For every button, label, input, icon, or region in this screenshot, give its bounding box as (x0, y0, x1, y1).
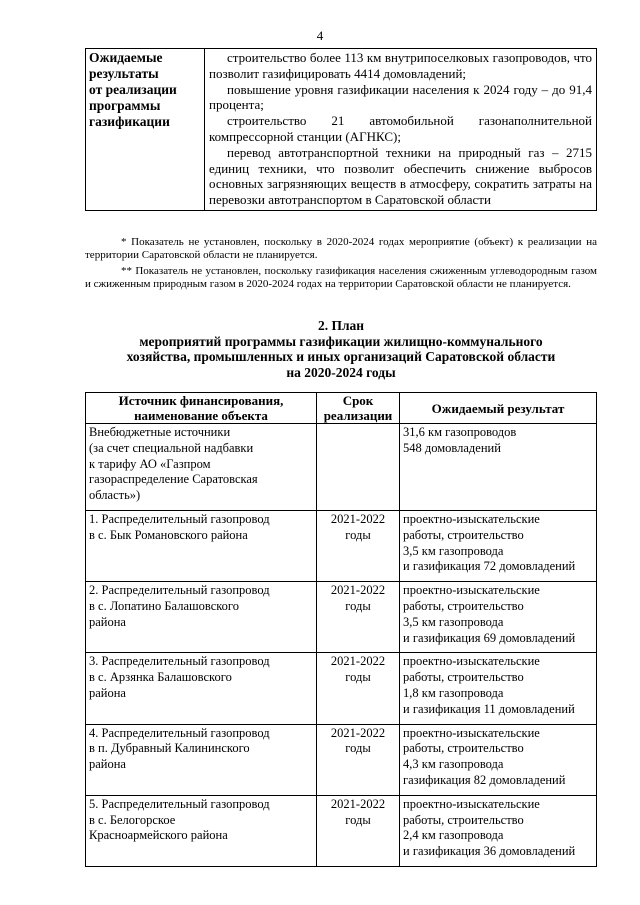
cell-line: работы, строительство (403, 741, 524, 756)
table-row (86, 653, 597, 724)
heading-line: мероприятий программы газификации жилищно-коммунального (139, 333, 543, 349)
cell-line: 4. Распределительный газопровод (89, 725, 270, 740)
cell-line: работы, строительство (403, 670, 524, 685)
plan-table (85, 392, 597, 867)
result-cell (400, 653, 597, 724)
table-row (86, 424, 597, 511)
cell-line: годы (345, 527, 371, 542)
cell-line: 1,8 км газопровода (403, 685, 504, 700)
table-row (86, 724, 597, 795)
cell-line: к тарифу АО «Газпром (89, 456, 211, 471)
cell-line: и газификация 69 домовладений (403, 630, 576, 645)
cell-line: и газификация 11 домовладений (403, 701, 575, 716)
cell-line: в с. Бык Романовского района (89, 527, 248, 542)
result-cell (400, 582, 597, 653)
cell-line: 4,3 км газопровода (403, 757, 504, 772)
cell-line: проектно-изыскательские (403, 654, 540, 669)
table-row (86, 582, 597, 653)
result-paragraph: строительство более 113 км внутрипоселковых газопроводов, что позволит газифицировать 4414 домовладений; (209, 50, 592, 81)
cell-line: проектно-изыскательские (403, 511, 540, 526)
header-text: Ожидаемый результат (431, 400, 565, 416)
cell-line: 2021-2022 (330, 511, 386, 526)
expected-results-table (85, 48, 597, 211)
cell-line: и газификация 36 домовладений (403, 844, 576, 859)
results-label-cell (86, 49, 205, 211)
cell-line: в п. Дубравный Калининского (89, 741, 250, 756)
source-cell (86, 653, 317, 724)
source-cell (86, 424, 317, 511)
cell-line: 2021-2022 (330, 796, 386, 811)
header-text: Срок (342, 393, 374, 408)
cell-line: Красноармейского района (89, 828, 228, 843)
term-cell (317, 510, 400, 581)
cell-line: 3. Распределительный газопровод (89, 654, 270, 669)
source-cell (86, 510, 317, 581)
header-term (317, 393, 400, 424)
cell-line: 2021-2022 (330, 725, 386, 740)
term-cell (317, 724, 400, 795)
result-paragraph: повышение уровня газификации населения к 2024 году – до 91,4 процента; (209, 81, 592, 113)
header-text: Источник финансирования, (118, 393, 284, 408)
cell-line: работы, строительство (403, 598, 524, 613)
table-row (86, 49, 597, 211)
label-line: от реализации (89, 82, 177, 97)
result-cell (400, 510, 597, 581)
cell-line: годы (345, 670, 371, 685)
cell-line: проектно-изыскательские (403, 725, 540, 740)
plan-table-body (86, 424, 597, 867)
cell-line: района (89, 685, 126, 700)
header-result (400, 393, 597, 424)
label-line: программы (89, 98, 161, 113)
result-cell (400, 795, 597, 866)
heading-line: хозяйства, промышленных и иных организаций Саратовской области (126, 349, 556, 365)
cell-line: 2. Распределительный газопровод (89, 583, 270, 598)
cell-line: проектно-изыскательские (403, 583, 540, 598)
cell-line: 2021-2022 (330, 583, 386, 598)
cell-line: и газификация 72 домовладений (403, 559, 576, 574)
cell-line: в с. Арзянка Балашовского (89, 670, 232, 685)
header-source (86, 393, 317, 424)
cell-line: района (89, 614, 126, 629)
cell-line: 548 домовладений (403, 440, 501, 455)
term-cell (317, 795, 400, 866)
source-cell (86, 795, 317, 866)
cell-line: работы, строительство (403, 812, 524, 827)
term-cell (317, 582, 400, 653)
footnote: * Показатель не установлен, поскольку в 2020-2024 годах мероприятие (объект) к реализации на территории Саратовской области не планируется. (85, 236, 597, 262)
result-paragraph: перевод автотранспортной техники на природный газ – 2715 единиц техники, что позволит обеспечить снижение выбросов основных загрязняющих веществ в атмосферу, сократить затраты на перевозки автотранспортом в Саратовской области (209, 144, 592, 208)
result-cell (400, 724, 597, 795)
cell-line: газораспределение Саратовская (89, 472, 258, 487)
cell-line: 5. Распределительный газопровод (89, 796, 270, 811)
cell-line: газификация 82 домовладений (403, 772, 566, 787)
cell-line: проектно-изыскательские (403, 796, 540, 811)
results-text-cell (205, 49, 597, 211)
cell-line: (за счет специальной надбавки (89, 440, 254, 455)
term-cell (317, 424, 400, 511)
cell-line: района (89, 757, 126, 772)
header-text: реализации (323, 408, 393, 423)
label-line: результаты (89, 66, 159, 81)
page-number: 4 (316, 28, 324, 43)
cell-line: область») (89, 488, 141, 503)
cell-line: 2021-2022 (330, 654, 386, 669)
heading-line: на 2020-2024 годы (286, 364, 396, 380)
table-row (86, 795, 597, 866)
label-line: газификации (89, 114, 170, 129)
cell-line: в с. Лопатино Балашовского (89, 598, 239, 613)
footnotes (85, 236, 597, 292)
label-line: Ожидаемые (89, 50, 163, 65)
term-cell (317, 653, 400, 724)
heading-line: 2. План (317, 318, 365, 333)
header-text: наименование объекта (134, 408, 268, 423)
cell-line: 3,5 км газопровода (403, 543, 504, 558)
source-cell (86, 582, 317, 653)
cell-line: в с. Белогорское (89, 812, 176, 827)
cell-line: 2,4 км газопровода (403, 828, 504, 843)
cell-line: 3,5 км газопровода (403, 614, 504, 629)
section-heading (85, 318, 597, 380)
footnote: ** Показатель не установлен, поскольку газификация населения сжиженным углеводородным газом и сжиженным природным газом в 2020-2024 годах на территории Саратовской области не планируется. (85, 264, 597, 291)
result-cell (400, 424, 597, 511)
table-header-row (86, 393, 597, 424)
source-cell (86, 724, 317, 795)
result-paragraph: строительство 21 автомобильной газонаполнительной компрессорной станции (АГНКС); (209, 113, 592, 144)
cell-line: годы (345, 741, 371, 756)
cell-line: годы (345, 812, 371, 827)
cell-line: 1. Распределительный газопровод (89, 511, 270, 526)
cell-line: работы, строительство (403, 527, 524, 542)
cell-line: Внебюджетные источники (89, 425, 231, 439)
cell-line: 31,6 км газопроводов (403, 425, 517, 439)
cell-line: годы (345, 598, 371, 613)
table-row (86, 510, 597, 581)
